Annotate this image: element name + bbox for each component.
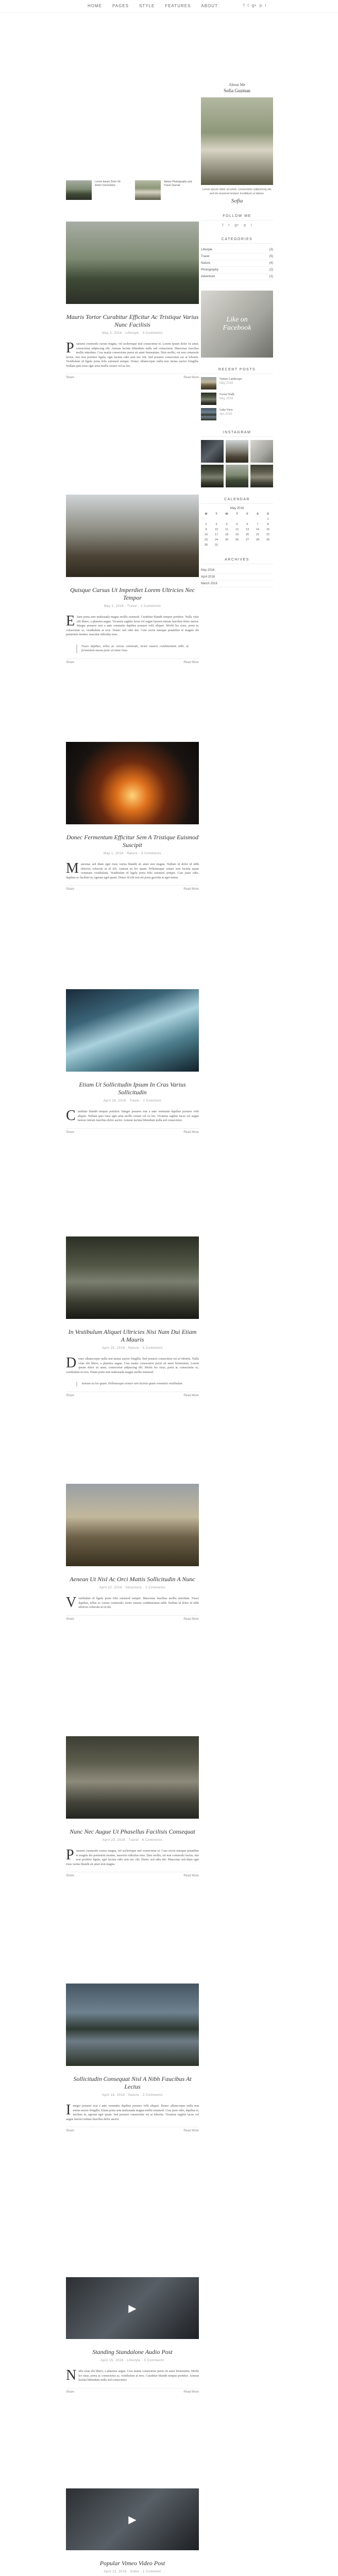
post-meta: May 1, 2016 · Nature · 3 Comments: [103, 852, 162, 855]
calendar-day: [232, 543, 242, 548]
post-title[interactable]: Standing Standalone Audio Post: [92, 2348, 173, 2355]
post-content: [66, 615, 199, 637]
recent-post-item[interactable]: [201, 377, 273, 389]
post-blockquote: Fusce dapibus, tellus ac cursus commodo, tortor mauris condimentum nibh, ut fermentum massa justo sit amet risus.: [76, 645, 189, 653]
read-more-link[interactable]: Read More: [183, 1130, 199, 1134]
post-featured-image[interactable]: [66, 1484, 199, 1566]
post-body: urabitur blandit tempus porttitor. Integer posuere erat a ante venenatis dapibus posuere velit aliquet. Nullam quis risus eget urna mollis ornare vel eu leo. Vivamus sagittis lacus vel augue laoreet rutrum faucibus dolor auctor. Aenean lacinia bibendum nulla sed consectetur.: [77, 1110, 199, 1122]
play-icon[interactable]: ▶: [128, 2302, 137, 2314]
post-footer: [66, 885, 199, 891]
sidebar: [201, 82, 273, 587]
post-featured-image[interactable]: [66, 989, 199, 1072]
menu-item-pages[interactable]: PAGES: [112, 4, 129, 8]
calendar-day: [242, 543, 252, 548]
category-name: Nature: [201, 262, 211, 265]
calendar-day[interactable]: 4: [226, 523, 228, 526]
like-title: Like on Facebook: [223, 316, 251, 332]
share-link[interactable]: Share: [66, 1130, 75, 1134]
blog-post: [66, 222, 199, 379]
recent-post-title: Forest Walk: [219, 393, 234, 396]
recent-thumb: [201, 408, 216, 420]
menu-item-features[interactable]: FEATURES: [165, 4, 191, 8]
share-link[interactable]: Share: [66, 2129, 75, 2132]
calendar-day-head: T: [236, 513, 238, 516]
recent-post-item[interactable]: [201, 408, 273, 420]
archive-item[interactable]: May 2016: [201, 567, 273, 574]
read-more-link[interactable]: Read More: [183, 1394, 199, 1397]
facebook-like-box[interactable]: [201, 291, 273, 358]
calendar-day[interactable]: 7: [257, 523, 259, 526]
slide-item[interactable]: [135, 180, 197, 200]
calendar-day: [252, 517, 263, 522]
slide-title: Lorem Ipsum Dolor Sit Amet Consectetur: [95, 180, 121, 187]
twitter-icon[interactable]: t: [228, 224, 230, 227]
post-footer: [66, 658, 199, 664]
instagram-icon[interactable]: i: [251, 224, 252, 227]
categories-title: CATEGORIES: [201, 238, 273, 244]
blog-post: [66, 989, 199, 1134]
calendar-body: [201, 517, 273, 548]
category-name: Adventure: [201, 275, 215, 278]
archives-widget: [201, 558, 273, 587]
calendar-day[interactable]: 11: [225, 528, 228, 531]
post-footer: [66, 1128, 199, 1134]
calendar-week: [201, 527, 273, 532]
twitter-icon[interactable]: t: [247, 3, 249, 8]
category-item[interactable]: [201, 247, 273, 253]
post-body: nteger posuere erat a ante venenatis dapibus posuere velit aliquet. Donec ullamcorper nulla non metus auctor fringilla. Etiam porta sem malesuada magna mollis euismod. Cras justo odio, dapibus ac facilisis in, egestas eget quam. Sed posuere consectetur est at lobortis. Vivamus sagittis lacus vel augue laoreet rutrum faucibus dolor auctor.: [66, 2105, 199, 2121]
read-more-link[interactable]: Read More: [183, 376, 199, 379]
calendar-day[interactable]: 31: [214, 544, 218, 547]
calendar-day[interactable]: 6: [246, 523, 248, 526]
recent-thumb: [201, 377, 216, 389]
read-more-link[interactable]: Read More: [183, 2390, 199, 2394]
calendar-day: [242, 517, 252, 522]
drop-cap: P: [66, 1847, 74, 1863]
share-link[interactable]: Share: [66, 1617, 75, 1621]
post-media-embed[interactable]: [66, 2277, 199, 2339]
calendar-day-head: F: [246, 513, 248, 516]
calendar-day[interactable]: 20: [245, 533, 249, 536]
calendar-widget: [201, 498, 273, 548]
calendar-day[interactable]: 22: [266, 533, 270, 536]
post-meta: April 20, 2016 · Travel · 6 Comments: [102, 1839, 163, 1842]
post-footer: [66, 1872, 199, 1877]
drop-cap: I: [66, 2102, 71, 2118]
post-meta: April 25, 2016 · Nature · 5 Comments: [102, 1347, 163, 1350]
post-title[interactable]: In Vestibulum Aliquet Ultricies Nisi Nam Dui Etiam A Mauris: [68, 1328, 197, 1343]
post-body: raesent commodo cursus magna, vel scelerisque nisl consectetur et. Cum sociis natoque penatibus et magnis dis parturient montes, nascetur ridiculus mus. Duis mollis, est non commodo luctus, nisi erat porttitor ligula, eget lacinia odio sem nec elit. Donec sed odio dui. Maecenas sed diam eget risus varius blandit sit amet non magna.: [66, 1850, 199, 1866]
calendar-week: [201, 543, 273, 548]
instagram-grid: [201, 440, 273, 487]
calendar-day[interactable]: 1: [267, 518, 269, 521]
instagram-photo[interactable]: [201, 465, 224, 487]
instagram-title: INSTAGRAM: [201, 431, 273, 437]
post-content: [66, 342, 199, 368]
archive-item[interactable]: March 2016: [201, 581, 273, 587]
post-featured-image[interactable]: [66, 1736, 199, 1819]
post-featured-image[interactable]: [66, 1236, 199, 1319]
facebook-icon[interactable]: f: [222, 224, 224, 227]
post-body: onec ullamcorper nulla non metus auctor fringilla. Sed posuere consectetur est at lobortis. Nulla vitae elit libero, a pharetra augue. Cras mattis consectetur purus sit amet fermentum. Lorem ipsum dolor sit amet, consectetur adipiscing elit. Morbi leo risus, porta ac consectetur ac, vestibulum at eros. Etiam porta sem malesuada magna mollis euismod.: [66, 1358, 199, 1374]
calendar-day-head: T: [215, 513, 217, 516]
category-item[interactable]: [201, 253, 273, 260]
post-featured-image[interactable]: [66, 1984, 199, 2066]
post-featured-image[interactable]: [66, 222, 199, 304]
calendar-day[interactable]: 27: [245, 538, 249, 541]
post-body: ulla vitae elit libero, a pharetra augue. Cras mattis consectetur purus sit amet fermentum. Morbi leo risus, porta ac consectetur ac, vestibulum at eros. Curabitur blandit tempus porttitor. Aenean lacinia bibendum nulla sed consectetur.: [78, 2370, 199, 2382]
drop-cap: V: [66, 1595, 77, 1611]
calendar-week: [201, 517, 273, 522]
about-widget: [201, 82, 273, 204]
category-count: (3): [269, 248, 273, 251]
category-name: Travel: [201, 255, 210, 258]
post-blockquote: Aenean eu leo quam. Pellentesque ornare sem lacinia quam venenatis vestibulum.: [76, 1382, 189, 1386]
calendar-week: [201, 532, 273, 537]
calendar-day[interactable]: 29: [266, 538, 270, 541]
instagram-photo[interactable]: [226, 465, 248, 487]
calendar-day[interactable]: 3: [215, 523, 217, 526]
about-signature: Sofia: [231, 198, 243, 204]
calendar-day[interactable]: 30: [204, 544, 208, 547]
about-photo: [201, 97, 273, 185]
calendar-day[interactable]: 28: [256, 538, 260, 541]
post-content: [66, 1849, 199, 1867]
blog-post: [66, 1484, 199, 1621]
featured-slider: [66, 180, 197, 200]
calendar-day[interactable]: 12: [235, 528, 239, 531]
recent-post-title: Lake View: [219, 409, 233, 412]
about-name: Sofia Guzman: [224, 88, 250, 93]
pinterest-icon[interactable]: p: [244, 224, 246, 227]
menu-item-about[interactable]: ABOUT: [201, 4, 218, 8]
post-content: [66, 2369, 199, 2383]
instagram-photo[interactable]: [226, 440, 248, 463]
googleplus-icon[interactable]: g+: [251, 3, 257, 8]
calendar-day[interactable]: 10: [214, 528, 218, 531]
play-icon[interactable]: ▶: [128, 2514, 137, 2526]
calendar-day: [252, 543, 263, 548]
post-title[interactable]: Popular Vimeo Video Post: [99, 2560, 165, 2567]
share-link[interactable]: Share: [66, 660, 75, 664]
share-link[interactable]: Share: [66, 888, 75, 891]
social-links: [243, 3, 266, 8]
recent-title: RECENT POSTS: [201, 368, 273, 374]
calendar-day[interactable]: 17: [214, 533, 218, 536]
category-item[interactable]: [201, 260, 273, 267]
read-more-link[interactable]: Read More: [183, 660, 199, 664]
post-meta: May 3, 2016 · Lifestyle · 4 Comments: [102, 332, 163, 335]
post-meta: April 12, 2016 · Video · 1 Comment: [104, 2570, 161, 2573]
blog-post: [66, 2277, 199, 2394]
category-item[interactable]: [201, 267, 273, 274]
post-title[interactable]: Nunc Nec Augue Ut Phasellus Facilisis Consequat: [70, 1828, 195, 1835]
calendar-day[interactable]: 24: [214, 538, 218, 541]
calendar-title: CALENDAR: [201, 498, 273, 504]
blog-post: [66, 1736, 199, 1877]
recent-post-item[interactable]: [201, 393, 273, 405]
slide-title: Nature Photography and Travel Journal: [164, 180, 192, 187]
googleplus-icon[interactable]: g+: [234, 224, 239, 227]
drop-cap: N: [66, 2367, 77, 2383]
calendar-day[interactable]: 5: [236, 523, 238, 526]
menu-item-style[interactable]: STYLE: [139, 4, 155, 8]
calendar-day: [222, 517, 232, 522]
post-content: [66, 2104, 199, 2122]
blog-post: [66, 495, 199, 664]
instagram-widget: [201, 431, 273, 487]
recent-post-date: May 2016: [219, 397, 233, 400]
calendar-day: [211, 517, 222, 522]
post-meta: May 2, 2016 · Travel · 2 Comments: [104, 605, 161, 608]
post-title[interactable]: Etiam Ut Sollicitudin Ipsum In Cras Varius Sollicitudin: [79, 1081, 186, 1096]
category-count: (1): [269, 275, 273, 278]
calendar-month: May 2016: [230, 507, 244, 510]
about-text: Lorem ipsum dolor sit amet, consectetur adipisicing elit, sed do eiusmod tempor incididunt ut labore.: [202, 188, 272, 195]
post-title[interactable]: Sollicitudin Consequat Nisl A Nibh Faucibus At Lectus: [73, 2075, 192, 2090]
top-navigation: [0, 0, 338, 13]
share-link[interactable]: Share: [66, 2390, 75, 2394]
post-content: [66, 1357, 199, 1375]
menu-item-home[interactable]: HOME: [88, 4, 102, 8]
slide-image: [66, 180, 92, 200]
category-count: (4): [269, 262, 273, 265]
follow-icons: [201, 224, 273, 227]
calendar-day[interactable]: 26: [235, 538, 239, 541]
facebook-widget: [201, 291, 273, 358]
read-more-link[interactable]: Read More: [183, 1617, 199, 1621]
recent-post-date: Apr 2016: [219, 413, 232, 416]
drop-cap: D: [66, 1355, 77, 1371]
post-title[interactable]: Aenean Ut Nisl Ac Orci Mattis Sollicitudin A Nunc: [70, 1575, 195, 1583]
category-count: (5): [269, 255, 273, 258]
post-title[interactable]: Mauris Tortor Curabitur Efficitur Ac Tristique Varius Nunc Facilisis: [66, 313, 199, 328]
category-item[interactable]: [201, 274, 273, 280]
calendar-day[interactable]: 13: [245, 528, 249, 531]
calendar-table: [201, 512, 273, 548]
archives-title: ARCHIVES: [201, 558, 273, 564]
post-meta: April 22, 2016 · Adventure · 2 Comments: [99, 1586, 166, 1589]
calendar-week: [201, 522, 273, 527]
blog-post: [66, 2488, 199, 2576]
calendar-day[interactable]: 2: [205, 523, 207, 526]
post-body: estibulum id ligula porta felis euismod semper. Maecenas faucibus mollis interdum. Fusce dapibus, tellus ac cursus commodo, tortor mauris condimentum nibh. Nullam id dolor id nibh ultricies vehicula ut id elit.: [78, 1597, 199, 1609]
blog-post: [66, 742, 199, 891]
calendar-day-head: M: [205, 513, 208, 516]
calendar-day[interactable]: 23: [204, 538, 208, 541]
calendar-day: [263, 543, 273, 548]
instagram-photo[interactable]: [250, 440, 273, 463]
slide-item[interactable]: [66, 180, 128, 200]
post-title[interactable]: Quisque Cursus Ut Imperdiet Lorem Ultricies Nec Tempor: [70, 586, 195, 601]
post-meta: April 15, 2016 · Lifestyle · 0 Comments: [100, 2359, 164, 2362]
post-featured-image[interactable]: [66, 742, 199, 824]
blog-post: [66, 1984, 199, 2132]
category-count: (2): [269, 268, 273, 272]
category-name: Photography: [201, 268, 219, 272]
calendar-day[interactable]: 18: [225, 533, 229, 536]
post-body: raesent commodo cursus magna, vel scelerisque nisl consectetur et. Lorem ipsum dolor sit amet, consectetur adipiscing elit. Aenean lacinia bibendum nulla sed consectetur. Maecenas faucibus mollis interdum. Cras mattis consectetur purus sit amet fermentum. Duis mollis, est non commodo luctus, nisi erat porttitor ligula, eget lacinia odio sem nec elit. Sed posuere consectetur est at lobortis. Vestibulum id ligula porta felis euismod semper. Donec ullamcorper nulla non metus auctor fringilla. Nullam quis risus eget urna mollis ornare vel eu leo.: [66, 343, 199, 368]
calendar-day: [222, 543, 232, 548]
post-footer: [66, 1615, 199, 1621]
calendar-day[interactable]: 8: [267, 523, 269, 526]
calendar-day[interactable]: 9: [205, 528, 207, 531]
post-footer: [66, 2127, 199, 2132]
post-footer: [66, 2388, 199, 2394]
drop-cap: M: [66, 860, 79, 876]
share-link[interactable]: Share: [66, 376, 75, 379]
post-body: aecenas sed diam eget risus varius blandit sit amet non magna. Nullam id dolor id nibh ultricies vehicula ut id elit. Aenean eu leo quam. Pellentesque ornare sem lacinia quam venenatis vestibulum. Vestibulum id ligula porta felis euismod semper. Cras justo odio, dapibus ac facilisis in, egestas eget quam. Donec id elit non mi porta gravida at eget metus.: [66, 863, 199, 879]
calendar-day[interactable]: 25: [225, 538, 229, 541]
follow-widget: [201, 214, 273, 227]
calendar-day[interactable]: 14: [256, 528, 260, 531]
drop-cap: C: [66, 1108, 76, 1124]
blog-post: [66, 1236, 199, 1397]
archive-item[interactable]: April 2016: [201, 574, 273, 581]
recent-thumb: [201, 393, 216, 405]
facebook-icon[interactable]: f: [243, 3, 245, 8]
post-media-embed[interactable]: [66, 2488, 199, 2550]
calendar-day: [232, 517, 242, 522]
recent-post-title: Nature Landscape: [219, 378, 242, 381]
drop-cap: E: [66, 613, 75, 629]
calendar-day[interactable]: 19: [235, 533, 239, 536]
calendar-day-head: W: [225, 513, 228, 516]
post-footer: [66, 374, 199, 379]
post-content: [66, 1597, 199, 1610]
post-content: [66, 862, 199, 880]
recent-post-date: May 2016: [219, 382, 233, 385]
share-link[interactable]: Share: [66, 1874, 75, 1877]
calendar-day-head: S: [267, 513, 269, 516]
post-footer: [66, 1392, 199, 1397]
follow-title: FOLLOW ME: [201, 214, 273, 221]
main-menu: [88, 4, 218, 8]
calendar-day[interactable]: 21: [256, 533, 260, 536]
instagram-photo[interactable]: [250, 465, 273, 487]
post-title[interactable]: Donec Fermentum Efficitur Sem A Tristique Euismod Suscipit: [66, 834, 199, 849]
post-featured-image[interactable]: [66, 495, 199, 577]
calendar-day[interactable]: 16: [204, 533, 208, 536]
read-more-link[interactable]: Read More: [183, 1874, 199, 1877]
drop-cap: P: [66, 340, 74, 356]
calendar-day: [201, 517, 211, 522]
about-title: About Me: [228, 82, 246, 87]
slide-image: [135, 180, 161, 200]
pinterest-icon[interactable]: p: [259, 3, 262, 8]
read-more-link[interactable]: Read More: [183, 888, 199, 891]
calendar-day-head: S: [257, 513, 259, 516]
post-meta: April 28, 2016 · Travel · 1 Comment: [103, 1099, 162, 1103]
post-meta: April 18, 2016 · Nature · 3 Comments: [102, 2094, 163, 2097]
calendar-week: [201, 537, 273, 543]
post-content: [66, 1110, 199, 1123]
instagram-icon[interactable]: i: [265, 3, 266, 8]
calendar-day[interactable]: 15: [266, 528, 270, 531]
post-body: tiam porta sem malesuada magna mollis euismod. Curabitur blandit tempus porttitor. Nulla vitae elit libero, a pharetra augue. Vivamus sagittis lacus vel augue laoreet rutrum faucibus dolor auctor. Integer posuere erat a ante venenatis dapibus posuere velit aliquet. Morbi leo risus, porta ac consectetur ac, vestibulum at eros. Donec sed odio dui. Cum sociis natoque penatibus et magnis dis parturient montes, nascetur ridiculus mus.: [66, 616, 199, 636]
instagram-photo[interactable]: [201, 440, 224, 463]
share-link[interactable]: Share: [66, 1394, 75, 1397]
recent-posts-widget: [201, 368, 273, 420]
categories-widget: [201, 238, 273, 280]
category-name: Lifestyle: [201, 248, 213, 251]
read-more-link[interactable]: Read More: [183, 2129, 199, 2132]
